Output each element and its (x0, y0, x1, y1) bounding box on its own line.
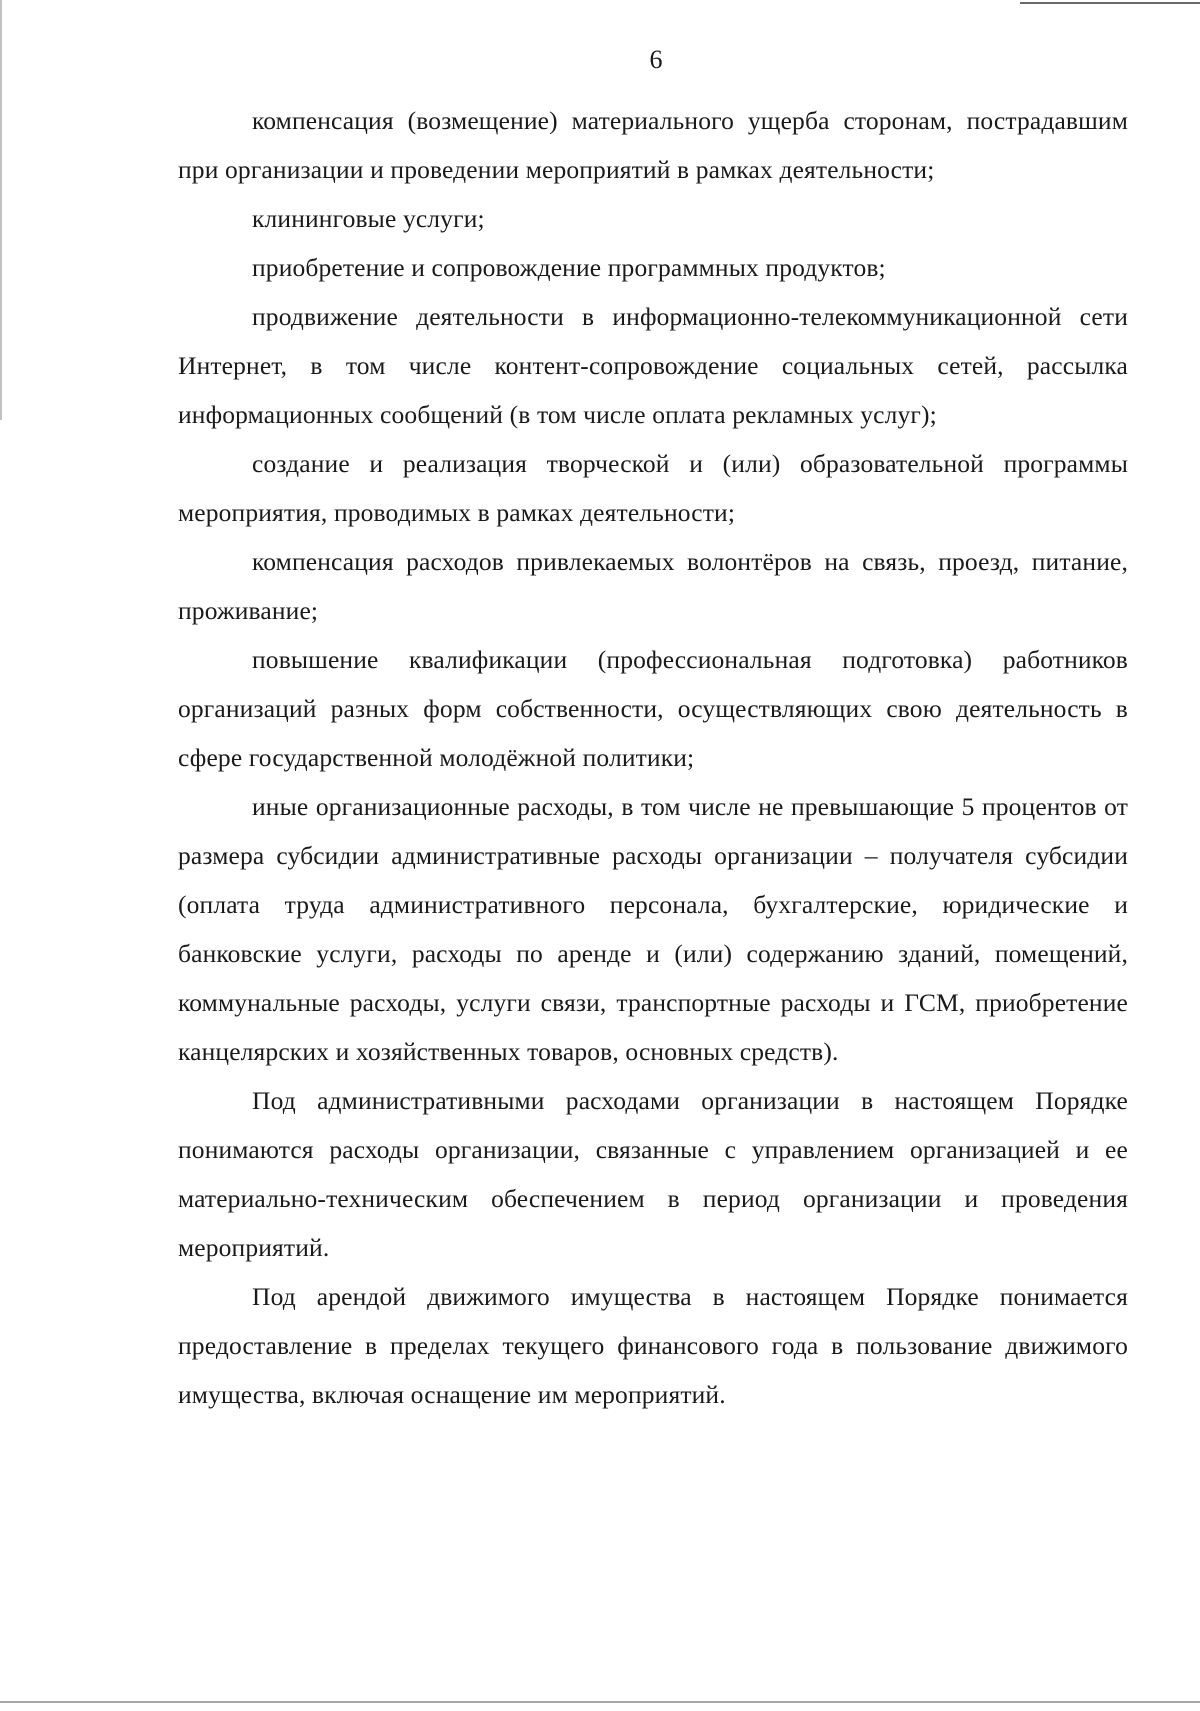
paragraph-internet-promotion: продвижение деятельности в информационно-телекоммуникационной сети Интернет, в том числе контент-сопровождение социальных сетей, рассылка информационных сообщений (в том числе оплата рекламных услуг); (178, 302, 1128, 429)
paragraph-lease-definition: Под арендой движимого имущества в настоящем Порядке понимается предоставление в пределах текущего финансового года в пользование движимого имущества, включая оснащение им мероприятий. (178, 1282, 1128, 1409)
paragraph-administrative-definition: Под административными расходами организации в настоящем Порядке понимаются расходы организации, связанные с управлением организацией и ее материально-техническим обеспечением в период организации и проведения мероприятий. (178, 1086, 1128, 1262)
page-number: 6 (649, 45, 663, 74)
paragraph-volunteer-expenses: компенсация расходов привлекаемых волонтёров на связь, проезд, питание, проживание; (178, 547, 1128, 625)
paragraph-damage-compensation: компенсация (возмещение) материального ущерба сторонам, пострадавшим при организации и проведении мероприятий в рамках деятельности; (178, 106, 1128, 184)
paragraph-software-products: приобретение и сопровождение программных продуктов; (252, 253, 886, 282)
paragraph-other-expenses: иные организационные расходы, в том числе не превышающие 5 процентов от размера субсидии административные расходы организации – получателя субсидии (оплата труда административного персонала, бухгалтерские, юридические и банковские услуги, расходы по аренде и (или) содержанию зданий, помещений, коммунальные расходы, услуги связи, транспортные расходы и ГСМ, приобретение канцелярских и хозяйственных товаров, основных средств). (178, 792, 1128, 1066)
paragraph-cleaning-services: клининговые услуги; (252, 204, 485, 233)
scan-edge-top (1020, 2, 1200, 4)
paragraph-creative-program: создание и реализация творческой и (или) образовательной программы мероприятия, проводимых в рамках деятельности; (178, 449, 1128, 527)
paragraph-qualification-training: повышение квалификации (профессиональная подготовка) работников организаций разных форм собственности, осуществляющих свою деятельность в сфере государственной молодёжной политики; (178, 645, 1128, 772)
document-body (178, 96, 1128, 1419)
scan-edge-bottom (0, 1701, 1200, 1703)
